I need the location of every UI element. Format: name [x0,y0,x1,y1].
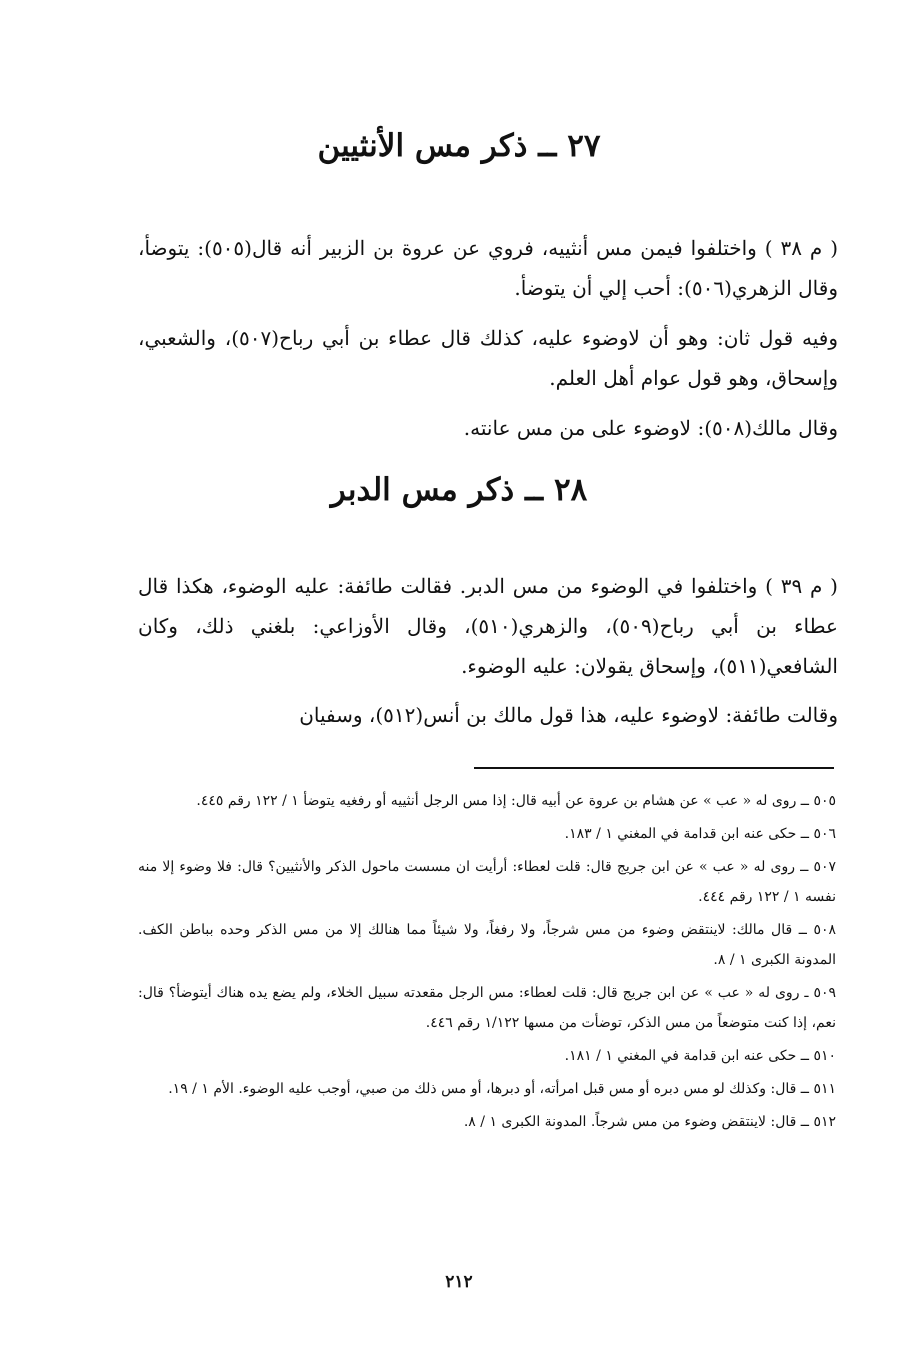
paragraph-m38: ( م ٣٨ ) واختلفوا فيمن مس أنثييه، فروي عن عروة بن الزبير أنه قال(٥٠٥): يتوضأ، وقال الزهري(٥٠٦): أحب إلي أن يتوضأ. [138,236,838,300]
paragraph-m39: ( م ٣٩ ) واختلفوا في الوضوء من مس الدبر. فقالت طائفة: عليه الوضوء، هكذا قال عطاء بن أبي رباح(٥٠٩)، والزهري(٥١٠)، وقال الأوزاعي: بلغني ذلك، وكان الشافعي(٥١١)، وإسحاق يقولان: عليه الوضوء. [138,574,838,678]
paragraph-second-opinion: وفيه قول ثان: وهو أن لاوضوء عليه، كذلك قال عطاء بن أبي رباح(٥٠٧)، والشعبي، وإسحاق، وهو قول عوام أهل العلم. [138,326,838,390]
page-number: ٢١٢ [445,1272,473,1292]
section-heading-28: ٢٨ ــ ذكر مس الدبر [330,472,588,508]
footnote-divider [474,767,834,769]
footnote-505: ٥٠٥ ــ روى له « عب » عن هشام بن عروة عن أبيه قال: إذا مس الرجل أنثييه أو رفغيه يتوضأ ١ / ١٢٢ رقم ٤٤٥. [196,793,836,809]
footnotes [138,786,836,1140]
footnote-509: ٥٠٩ ـ روى له « عب » عن ابن جريج قال: قلت لعطاء: مس الرجل مقعدته سبيل الخلاء، ولم يضع يده هناك أيتوضأ؟ قال: نعم، إذا كنت متوضعاً من مس الذكر، توضأت من مسها ١/١٢٢ رقم ٤٤٦. [138,985,836,1031]
footnote-510: ٥١٠ ــ حكى عنه ابن قدامة في المغني ١ / ١٨١. [564,1048,836,1064]
footnote-508: ٥٠٨ ــ قال مالك: لاينتقض وضوء من مس شرجاً، ولا رفغاً، ولا شيئاً مما هنالك إلا من مس الذكر وحده بباطن الكف. المدونة الكبرى ١ / ٨. [138,922,836,968]
footnote-512: ٥١٢ ــ قال: لاينتقض وضوء من مس شرجاً. المدونة الكبرى ١ / ٨. [463,1114,836,1130]
footnote-507: ٥٠٧ ــ روى له « عب » عن ابن جريج قال: قلت لعطاء: أرأيت ان مسست ماحول الذكر والأنثيين؟ قال: فلا وضوء إلا منه نفسه ١ / ١٢٢ رقم ٤٤٤. [138,859,836,905]
paragraph-no-wudu: وقالت طائفة: لاوضوء عليه، هذا قول مالك بن أنس(٥١٢)، وسفيان [299,703,838,727]
footnote-511: ٥١١ ــ قال: وكذلك لو مس دبره أو مس قبل امرأته، أو دبرها، أو مس ذلك من صبي، أوجب عليه الوضوء. الأم ١ / ١٩. [168,1081,836,1097]
footnote-506: ٥٠٦ ــ حكى عنه ابن قدامة في المغني ١ / ١٨٣. [564,826,836,842]
paragraph-malik: وقال مالك(٥٠٨): لاوضوء على من مس عانته. [463,416,838,440]
section-heading-27: ٢٧ ــ ذكر مس الأنثيين [317,128,601,164]
